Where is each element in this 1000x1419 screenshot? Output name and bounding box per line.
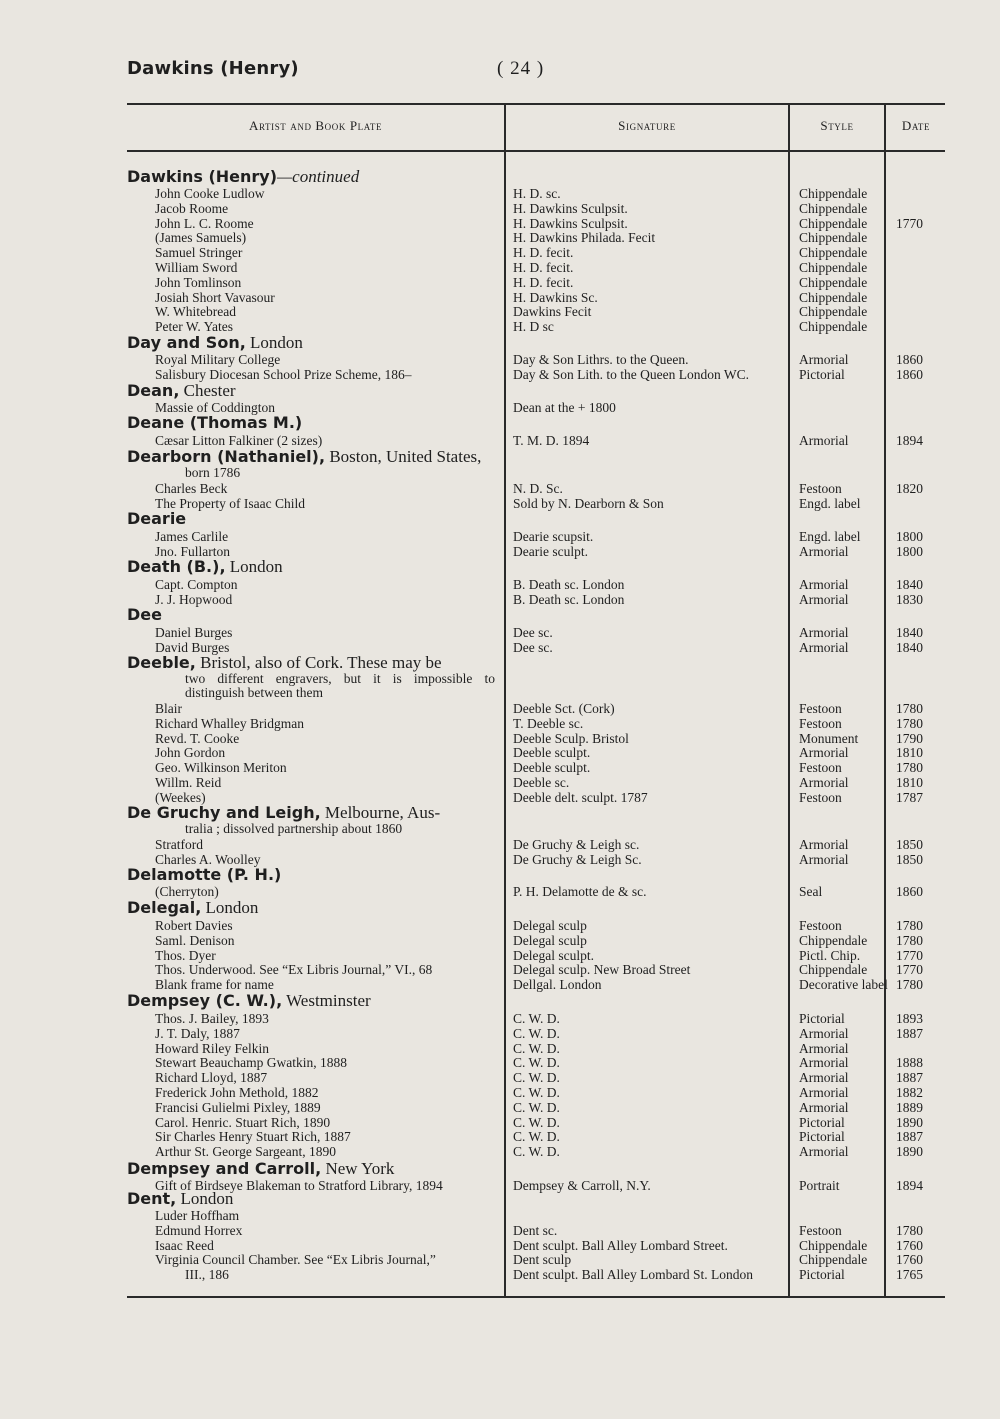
- signature-cell: Dempsey & Carroll, N.Y.: [513, 1178, 651, 1193]
- date-cell: 1780: [896, 918, 923, 933]
- signature-cell: H. D. fecit.: [513, 274, 574, 290]
- style-cell: Pictorial: [799, 1011, 845, 1026]
- table-row: [0, 1085, 1000, 1100]
- style-cell: Armorial: [799, 639, 849, 655]
- date-cell: 1770: [896, 947, 923, 963]
- owner-cell: Edmund Horrex: [155, 1222, 243, 1238]
- engraver-heading: [127, 992, 371, 1009]
- style-cell: Armorial: [799, 1055, 849, 1071]
- table-row: [0, 962, 1000, 977]
- engraver-note: two different engravers, but it is impossible to distinguish between them: [185, 671, 495, 700]
- engraver-note: born 1786: [185, 465, 241, 480]
- signature-cell: Dee sc.: [513, 639, 553, 655]
- signature-cell: T. Deeble sc.: [513, 715, 584, 731]
- signature-cell: C. W. D.: [513, 1055, 560, 1071]
- style-cell: Festoon: [799, 715, 842, 731]
- style-cell: Festoon: [799, 789, 842, 805]
- owner-cell: Saml. Denison: [155, 932, 235, 948]
- engraver-name: Delegal,: [127, 898, 202, 917]
- table-row: [0, 760, 1000, 775]
- table-top-rule: [127, 103, 945, 105]
- engraver-note: tralia ; dissolved partnership about 1860: [185, 821, 403, 836]
- table-row: [0, 260, 1000, 275]
- engraver-heading: [127, 382, 236, 399]
- table-row: [0, 1208, 1000, 1223]
- style-cell: Armorial: [799, 775, 849, 790]
- owner-cell: Arthur St. George Sargeant, 1890: [155, 1144, 336, 1160]
- column-header-style: Style: [820, 118, 854, 133]
- engraver-heading: [127, 510, 186, 527]
- engraver-name: Deane (Thomas M.): [127, 413, 303, 432]
- date-cell: 1830: [896, 591, 923, 607]
- style-cell: Chippendale: [799, 186, 868, 201]
- style-cell: Decorative label: [799, 977, 888, 993]
- style-cell: Engd. label: [799, 495, 861, 511]
- owner-cell: John Cooke Ludlow: [155, 186, 265, 201]
- style-cell: Armorial: [799, 577, 849, 592]
- signature-cell: Dearie sculpt.: [513, 543, 588, 559]
- engraver-location: London: [176, 1189, 234, 1208]
- engraver-heading: [127, 606, 162, 623]
- owner-cell: Luder Hoffham: [155, 1208, 240, 1223]
- style-cell: Armorial: [799, 745, 849, 761]
- style-cell: Armorial: [799, 1085, 849, 1100]
- date-cell: 1860: [896, 366, 923, 382]
- table-row: [0, 1252, 1000, 1267]
- table-row: [0, 216, 1000, 231]
- signature-cell: Deeble sculpt.: [513, 745, 591, 761]
- owner-cell: Charles Beck: [155, 481, 228, 496]
- owner-cell: Isaac Reed: [155, 1237, 214, 1253]
- engraver-heading: [127, 168, 359, 185]
- header-bottom-rule: [127, 150, 945, 152]
- table-row: [0, 977, 1000, 992]
- signature-cell: N. D. Sc.: [513, 481, 563, 496]
- style-cell: Armorial: [799, 837, 849, 852]
- table-row: [0, 745, 1000, 760]
- table-row: [0, 1011, 1000, 1026]
- date-cell: 1889: [896, 1099, 923, 1115]
- column-header-signature: Signature: [618, 118, 676, 133]
- date-cell: 1850: [896, 851, 923, 867]
- signature-cell: Delegal sculp: [513, 932, 587, 948]
- engraver-location: Bristol, also of Cork. These may be: [195, 653, 442, 672]
- signature-cell: Delegal sculpt.: [513, 947, 594, 963]
- date-cell: 1780: [896, 977, 923, 993]
- engraver-heading: [127, 804, 440, 821]
- style-cell: Chippendale: [799, 1237, 868, 1253]
- table-row: [0, 701, 1000, 716]
- signature-cell: T. M. D. 1894: [513, 433, 590, 448]
- owner-cell: (James Samuels): [155, 230, 247, 246]
- style-cell: Festoon: [799, 481, 842, 496]
- owner-cell: III., 186: [185, 1267, 229, 1283]
- date-cell: 1887: [896, 1070, 923, 1086]
- style-cell: Pictorial: [799, 1114, 845, 1130]
- engraver-location: Melbourne, Aus-: [320, 803, 441, 822]
- owner-cell: Josiah Short Vavasour: [155, 289, 275, 305]
- engraver-heading: [127, 1160, 394, 1177]
- engraver-location: —continued: [277, 167, 360, 186]
- style-cell: Pictorial: [799, 366, 845, 382]
- date-cell: 1840: [896, 625, 923, 640]
- owner-cell: John Gordon: [155, 745, 226, 761]
- style-cell: Pictorial: [799, 1129, 845, 1145]
- signature-cell: C. W. D.: [513, 1070, 560, 1086]
- date-cell: 1800: [896, 529, 923, 544]
- date-cell: 1780: [896, 715, 923, 731]
- signature-cell: H. Dawkins Sculpsit.: [513, 200, 628, 216]
- signature-cell: Day & Son Lithrs. to the Queen.: [513, 352, 689, 367]
- engraver-location: London: [201, 898, 259, 917]
- owner-cell: Blank frame for name: [155, 977, 274, 993]
- date-cell: 1780: [896, 1222, 923, 1238]
- owner-cell: Stewart Beauchamp Gwatkin, 1888: [155, 1055, 347, 1071]
- owner-cell: Richard Lloyd, 1887: [155, 1070, 268, 1086]
- signature-cell: Deeble Sct. (Cork): [513, 701, 615, 716]
- owner-cell: Samuel Stringer: [155, 245, 243, 261]
- date-cell: 1850: [896, 837, 923, 852]
- date-cell: 1894: [896, 1178, 923, 1193]
- engraver-name: Day and Son,: [127, 333, 246, 352]
- owner-cell: Royal Military College: [155, 352, 281, 367]
- table-row: [0, 245, 1000, 260]
- engraver-location: London: [245, 333, 303, 352]
- signature-cell: P. H. Delamotte de & sc.: [513, 884, 647, 899]
- signature-cell: Dent sculpt. Ball Alley Lombard Street.: [513, 1237, 728, 1253]
- signature-cell: H. Dawkins Philada. Fecit: [513, 230, 656, 246]
- date-cell: 1800: [896, 543, 923, 559]
- engraver-heading: [127, 334, 303, 351]
- table-row: [0, 948, 1000, 963]
- style-cell: Armorial: [799, 1025, 849, 1041]
- style-cell: Chippendale: [799, 230, 868, 246]
- style-cell: Festoon: [799, 701, 842, 716]
- table-row: [0, 1129, 1000, 1144]
- signature-cell: Day & Son Lith. to the Queen London WC.: [513, 366, 749, 382]
- engraver-heading: [127, 899, 258, 916]
- owner-cell: Sir Charles Henry Stuart Rich, 1887: [155, 1129, 351, 1145]
- table-row: [0, 837, 1000, 852]
- style-cell: Armorial: [799, 591, 849, 607]
- owner-cell: Peter W. Yates: [155, 319, 234, 335]
- table-row: [0, 1238, 1000, 1253]
- date-cell: 1760: [896, 1252, 923, 1268]
- engraver-location: New York: [321, 1159, 395, 1178]
- signature-cell: Dee sc.: [513, 625, 553, 640]
- engraver-name: Dent,: [127, 1189, 177, 1208]
- style-cell: Armorial: [799, 1144, 849, 1160]
- date-cell: 1810: [896, 775, 923, 790]
- engraver-heading: [127, 448, 481, 465]
- engraver-name: Dearborn (Nathaniel),: [127, 447, 326, 466]
- owner-cell: Gift of Birdseye Blakeman to Stratford Library, 1894: [155, 1178, 443, 1193]
- owner-cell: Willm. Reid: [155, 775, 222, 790]
- signature-cell: C. W. D.: [513, 1040, 560, 1056]
- table-row: [0, 731, 1000, 746]
- engraver-name: Dawkins (Henry): [127, 167, 278, 186]
- engraver-name: Dempsey and Carroll,: [127, 1159, 322, 1178]
- signature-cell: C. W. D.: [513, 1099, 560, 1115]
- table-row: [0, 918, 1000, 933]
- table-row: [0, 352, 1000, 367]
- style-cell: Portrait: [799, 1178, 840, 1193]
- table-row: [0, 933, 1000, 948]
- style-cell: Armorial: [799, 433, 849, 448]
- style-cell: Monument: [799, 730, 859, 746]
- engraver-name: Deeble,: [127, 653, 196, 672]
- date-cell: 1780: [896, 932, 923, 948]
- owner-cell: James Carlile: [155, 529, 229, 544]
- style-cell: Engd. label: [799, 529, 861, 544]
- signature-cell: Deeble delt. sculpt. 1787: [513, 789, 648, 805]
- engraver-name: Dean,: [127, 381, 180, 400]
- signature-cell: Dearie scupsit.: [513, 529, 594, 544]
- table-row: [0, 201, 1000, 216]
- signature-cell: De Gruchy & Leigh Sc.: [513, 851, 642, 867]
- owner-cell: Robert Davies: [155, 918, 233, 933]
- style-cell: Chippendale: [799, 260, 868, 275]
- date-cell: 1760: [896, 1237, 923, 1253]
- owner-cell: Daniel Burges: [155, 625, 233, 640]
- style-cell: Armorial: [799, 352, 849, 367]
- signature-cell: Dean at the + 1800: [513, 400, 616, 415]
- date-cell: 1860: [896, 352, 923, 367]
- date-cell: 1820: [896, 481, 923, 496]
- owner-cell: John L. C. Roome: [155, 215, 254, 231]
- date-cell: 1894: [896, 433, 923, 448]
- signature-cell: Delegal sculp: [513, 918, 587, 933]
- style-cell: Chippendale: [799, 1252, 868, 1268]
- signature-cell: C. W. D.: [513, 1129, 560, 1145]
- table-row: [0, 884, 1000, 899]
- table-row: [0, 775, 1000, 790]
- owner-cell: Capt. Compton: [155, 577, 238, 592]
- owner-cell: Thos. Dyer: [155, 947, 216, 963]
- owner-cell: John Tomlinson: [155, 274, 242, 290]
- column-header-date: Date: [901, 118, 931, 133]
- engraver-heading: [127, 866, 281, 883]
- style-cell: Chippendale: [799, 304, 868, 320]
- signature-cell: Deeble sc.: [513, 775, 570, 790]
- style-cell: Chippendale: [799, 274, 868, 290]
- signature-cell: H. Dawkins Sculpsit.: [513, 215, 628, 231]
- engraver-location: London: [225, 557, 283, 576]
- owner-cell: Geo. Wilkinson Meriton: [155, 760, 287, 776]
- date-cell: 1888: [896, 1055, 923, 1071]
- engraver-name: Dempsey (C. W.),: [127, 991, 283, 1010]
- date-cell: 1893: [896, 1011, 923, 1026]
- style-cell: Armorial: [799, 851, 849, 867]
- date-cell: 1770: [896, 215, 923, 231]
- table-row: [0, 529, 1000, 544]
- owner-cell: Charles A. Woolley: [155, 851, 261, 867]
- owner-cell: Thos. J. Bailey, 1893: [155, 1011, 269, 1026]
- style-cell: Seal: [799, 884, 823, 899]
- table-row: [0, 319, 1000, 334]
- table-row: [0, 1041, 1000, 1056]
- engraver-location: Boston, United States,: [325, 447, 482, 466]
- style-cell: Armorial: [799, 1070, 849, 1086]
- signature-cell: C. W. D.: [513, 1144, 560, 1160]
- engraver-heading: [127, 414, 302, 431]
- signature-cell: H. D. fecit.: [513, 260, 574, 275]
- running-title: Dawkins (Henry): [127, 58, 299, 79]
- signature-cell: C. W. D.: [513, 1025, 560, 1041]
- engraver-location: Westminster: [282, 991, 371, 1010]
- date-cell: 1810: [896, 745, 923, 761]
- owner-cell: Francisi Gulielmi Pixley, 1889: [155, 1099, 321, 1115]
- signature-cell: Deeble Sculp. Bristol: [513, 730, 629, 746]
- owner-cell: Carol. Henric. Stuart Rich, 1890: [155, 1114, 331, 1130]
- table-row: [0, 290, 1000, 305]
- signature-cell: Dent sc.: [513, 1222, 558, 1238]
- signature-cell: C. W. D.: [513, 1085, 560, 1100]
- style-cell: Chippendale: [799, 319, 868, 335]
- owner-cell: David Burges: [155, 639, 230, 655]
- signature-cell: Dellgal. London: [513, 977, 602, 993]
- style-cell: Festoon: [799, 1222, 842, 1238]
- signature-cell: Deeble sculpt.: [513, 760, 591, 776]
- style-cell: Chippendale: [799, 245, 868, 261]
- date-cell: 1787: [896, 789, 923, 805]
- engraver-name: Dearie: [127, 509, 187, 528]
- date-cell: 1890: [896, 1114, 923, 1130]
- date-cell: 1780: [896, 701, 923, 716]
- date-cell: 1860: [896, 884, 923, 899]
- style-cell: Chippendale: [799, 289, 868, 305]
- page-number: ( 24 ): [497, 58, 545, 79]
- signature-cell: Dent sculpt. Ball Alley Lombard St. London: [513, 1267, 753, 1283]
- owner-cell: William Sword: [155, 260, 238, 275]
- owner-cell: Jacob Roome: [155, 200, 229, 216]
- owner-cell: Massie of Coddington: [155, 400, 275, 415]
- owner-cell: Revd. T. Cooke: [155, 730, 240, 746]
- date-cell: 1840: [896, 577, 923, 592]
- table-row: [0, 304, 1000, 319]
- signature-cell: Dent sculp: [513, 1252, 572, 1268]
- owner-cell: (Weekes): [155, 789, 206, 805]
- engraver-name: Delamotte (P. H.): [127, 865, 282, 884]
- signature-cell: H. Dawkins Sc.: [513, 289, 598, 305]
- engraver-name: De Gruchy and Leigh,: [127, 803, 321, 822]
- signature-cell: Sold by N. Dearborn & Son: [513, 495, 664, 511]
- date-cell: 1840: [896, 639, 923, 655]
- date-cell: 1887: [896, 1129, 923, 1145]
- owner-cell: (Cherryton): [155, 884, 219, 899]
- table-row: [0, 1070, 1000, 1085]
- date-cell: 1890: [896, 1144, 923, 1160]
- table-row: [0, 1144, 1000, 1159]
- signature-cell: Delegal sculp. New Broad Street: [513, 962, 691, 978]
- owner-cell: Jno. Fullarton: [155, 543, 231, 559]
- signature-cell: H. D. sc.: [513, 186, 561, 201]
- style-cell: Chippendale: [799, 932, 868, 948]
- signature-cell: B. Death sc. London: [513, 591, 625, 607]
- signature-cell: B. Death sc. London: [513, 577, 625, 592]
- style-cell: Chippendale: [799, 962, 868, 978]
- owner-cell: Cæsar Litton Falkiner (2 sizes): [155, 433, 323, 448]
- date-cell: 1770: [896, 962, 923, 978]
- style-cell: Armorial: [799, 625, 849, 640]
- style-cell: Pictorial: [799, 1267, 845, 1283]
- table-row: [0, 433, 1000, 448]
- owner-cell: Blair: [155, 701, 182, 716]
- table-row: [0, 1055, 1000, 1070]
- table-row: [0, 1026, 1000, 1041]
- table-row: [0, 275, 1000, 290]
- engraver-location: Chester: [179, 381, 236, 400]
- table-row: [0, 230, 1000, 245]
- owner-cell: J. J. Hopwood: [155, 591, 233, 607]
- table-row: [0, 186, 1000, 201]
- engraver-heading: [127, 558, 283, 575]
- owner-cell: The Property of Isaac Child: [155, 495, 305, 511]
- table-row: [0, 1267, 1000, 1282]
- signature-cell: De Gruchy & Leigh sc.: [513, 837, 640, 852]
- signature-cell: H. D sc: [513, 319, 554, 335]
- owner-cell: Stratford: [155, 837, 203, 852]
- table-row: [0, 716, 1000, 731]
- style-cell: Festoon: [799, 918, 842, 933]
- style-cell: Armorial: [799, 1099, 849, 1115]
- engraver-heading: [127, 654, 442, 671]
- column-header-artist: Artist and Book Plate: [248, 118, 383, 133]
- date-cell: 1882: [896, 1085, 923, 1100]
- style-cell: Armorial: [799, 1040, 849, 1056]
- table-row: [0, 1100, 1000, 1115]
- owner-cell: Salisbury Diocesan School Prize Scheme, 186–: [155, 366, 412, 382]
- owner-cell: Howard Riley Felkin: [155, 1040, 269, 1056]
- style-cell: Pictl. Chip.: [799, 947, 861, 963]
- style-cell: Festoon: [799, 760, 842, 776]
- table-bottom-rule: [127, 1296, 945, 1298]
- signature-cell: H. D. fecit.: [513, 245, 574, 261]
- style-cell: Chippendale: [799, 200, 868, 216]
- date-cell: 1887: [896, 1025, 923, 1041]
- signature-cell: C. W. D.: [513, 1011, 560, 1026]
- owner-cell: W. Whitebread: [155, 304, 236, 320]
- table-row: [0, 1223, 1000, 1238]
- engraver-name: Dee: [127, 605, 162, 624]
- table-row: [0, 625, 1000, 640]
- style-cell: Armorial: [799, 543, 849, 559]
- owner-cell: Virginia Council Chamber. See “Ex Libris Journal,”: [155, 1252, 436, 1268]
- date-cell: 1765: [896, 1267, 923, 1283]
- table-row: [0, 577, 1000, 592]
- owner-cell: Frederick John Methold, 1882: [155, 1085, 319, 1100]
- engraver-heading: [127, 1190, 233, 1207]
- owner-cell: Richard Whalley Bridgman: [155, 715, 304, 731]
- table-row: [0, 481, 1000, 496]
- style-cell: Chippendale: [799, 215, 868, 231]
- date-cell: 1780: [896, 760, 923, 776]
- owner-cell: Thos. Underwood. See “Ex Libris Journal,” VI., 68: [155, 962, 433, 978]
- signature-cell: C. W. D.: [513, 1114, 560, 1130]
- table-row: [0, 367, 1000, 382]
- engraver-name: Death (B.),: [127, 557, 226, 576]
- signature-cell: Dawkins Fecit: [513, 304, 592, 320]
- date-cell: 1790: [896, 730, 923, 746]
- table-row: [0, 1115, 1000, 1130]
- owner-cell: J. T. Daly, 1887: [155, 1025, 240, 1041]
